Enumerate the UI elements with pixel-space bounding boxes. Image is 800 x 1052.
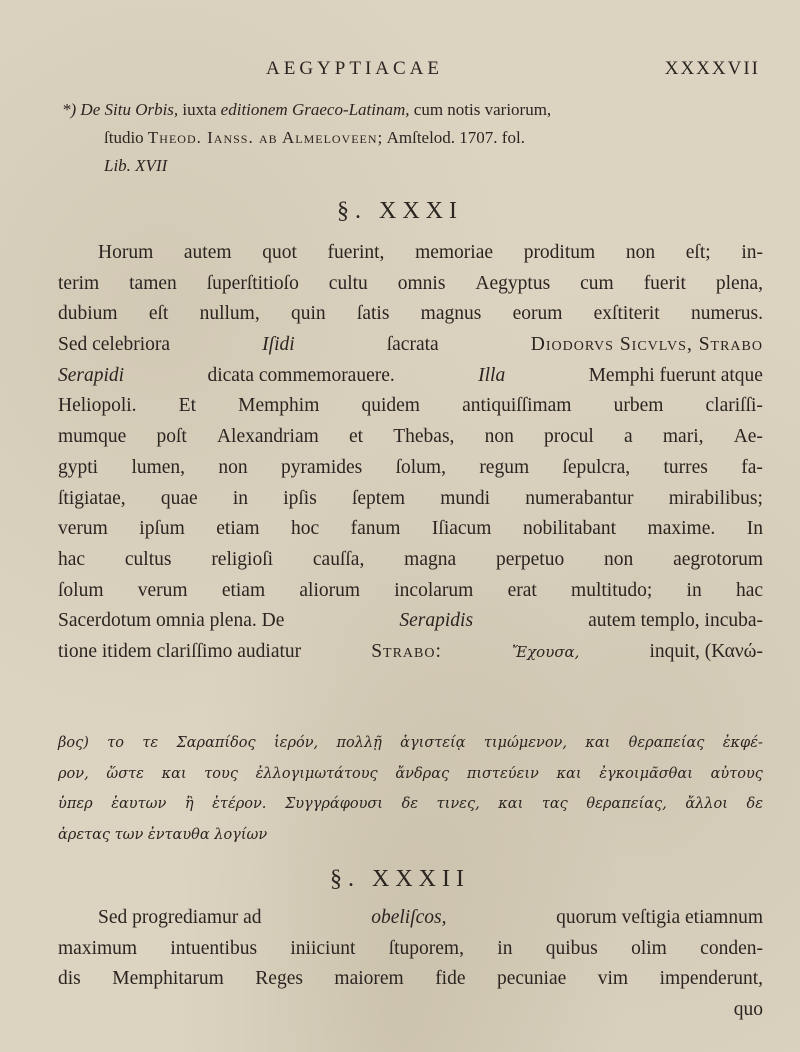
running-title: AEGYPTIACAE — [266, 58, 443, 79]
text-line — [58, 903, 763, 934]
text-fragment-italic: Serapidis — [399, 610, 474, 632]
text-line: terim tamen ſuperſtitioſo cultu omnis Aegyptus cum fuerit plena, — [58, 272, 763, 294]
text-line: mumque poſt Alexandriam et Thebas, non procul a mari, Ae- — [58, 426, 763, 448]
section-32-text — [58, 903, 763, 1026]
footnote-marker: *) — [62, 100, 77, 119]
footnote-line-1 — [62, 96, 762, 124]
text-line: dis Memphitarum Reges maiorem fide pecuniae vim impenderunt, — [58, 968, 763, 990]
text-line: Heliopoli. Et Memphim quidem antiquiſſimam urbem clariſſi- — [58, 395, 763, 417]
footnote-edition: editionem Graeco-Latinam, — [220, 100, 410, 119]
footnote-line-3 — [62, 152, 762, 180]
text-line: hac cultus religioſi cauſſa, magna perpetuo non aegrotorum — [58, 548, 763, 570]
text-line — [58, 361, 763, 392]
greek-line: ὑπερ ἑαυτων ἢ ἑτέρον. Συγγράφουσι δε τινες, και τας θεραπείας, ἄλλοι δε — [58, 796, 763, 813]
text-fragment: quorum veſtigia etiamnum — [556, 907, 763, 928]
footnote — [62, 96, 762, 180]
section-31-text — [58, 238, 763, 668]
footnote-text: ſtudio — [104, 128, 144, 147]
running-head — [60, 58, 760, 88]
text-fragment: dicata commemorauere. — [207, 364, 395, 386]
text-line — [58, 330, 763, 361]
section-heading-31: §. XXXI — [337, 198, 463, 224]
footnote-book-ref: Lib. XVII — [104, 156, 168, 175]
text-fragment-italic: Illa — [478, 364, 506, 386]
text-fragment-italic: Iſidi — [262, 334, 295, 356]
footnote-text: Amſtelod. 1707. fol. — [386, 128, 525, 147]
greek-line: ρον, ὥστε και τους ἐλλογιμωτάτους ἄνδρας πιστεύειν και ἐγκοιμᾶσθαι αὐτους — [58, 765, 763, 782]
footnote-line-2 — [62, 124, 762, 152]
author-names: Diodorvs Sicvlvs, Strabo — [530, 334, 763, 356]
text-line — [58, 606, 763, 637]
text-line — [58, 637, 763, 668]
footnote-text: cum notis variorum, — [413, 100, 552, 119]
text-fragment-italic: obeliſcos, — [371, 907, 447, 928]
text-line: maximum intuentibus iniiciunt ſtuporem, in quibus olim conden- — [58, 937, 763, 959]
text-line: dubium eſt nullum, quin ſatis magnus eorum exſtiterit numerus. — [58, 303, 763, 325]
text-fragment: ſacrata — [386, 334, 439, 356]
text-fragment: Memphi fuerunt atque — [588, 364, 763, 386]
text-line: ſtigiatae, quae in ipſis ſeptem mundi numerabantur mirabilibus; — [58, 487, 763, 509]
text-line: ſolum verum etiam aliorum incolarum erat multitudo; in hac — [58, 579, 763, 601]
greek-line: ἀρετας των ἐνταυθα λογίων — [58, 827, 268, 844]
text-fragment: Sed celebriora — [58, 334, 171, 356]
text-line: verum ipſum etiam hoc fanum Iſiacum nobilitabant maxime. In — [58, 518, 763, 540]
section-heading-32: §. XXXII — [330, 866, 470, 892]
author-name: Strabo: — [371, 640, 442, 662]
text-fragment: tione itidem clariſſimo audiatur — [58, 640, 302, 662]
text-fragment: Sacerdotum omnia plena. De — [58, 610, 285, 632]
greek-line: βος) το τε Σαραπίδος ἱερόν, πολλῇ ἁγιστείᾳ τιμώμενον, και θεραπείας ἐκφέ- — [58, 735, 763, 751]
greek-fragment: Ἔχουσα, — [511, 642, 580, 661]
page-number: XXXXVII — [664, 58, 760, 79]
footnote-text: iuxta — [182, 100, 217, 119]
greek-quotation — [58, 728, 763, 851]
text-fragment: Sed progrediamur ad — [98, 907, 262, 928]
text-line: gypti lumen, non pyramides ſolum, regum ſepulcra, turres fa- — [58, 456, 763, 478]
text-fragment-italic: Serapidi — [58, 364, 125, 386]
text-fragment: autem templo, incuba- — [588, 610, 763, 632]
footnote-editor: Theod. Ianss. ab Almeloveen; — [147, 128, 384, 147]
text-line: Horum autem quot fuerint, memoriae proditum non eſt; in- — [98, 242, 763, 263]
text-fragment: inquit, (Κανώ- — [649, 640, 763, 662]
catchword: quo — [733, 999, 763, 1021]
footnote-work-title: De Situ Orbis, — [80, 100, 179, 119]
